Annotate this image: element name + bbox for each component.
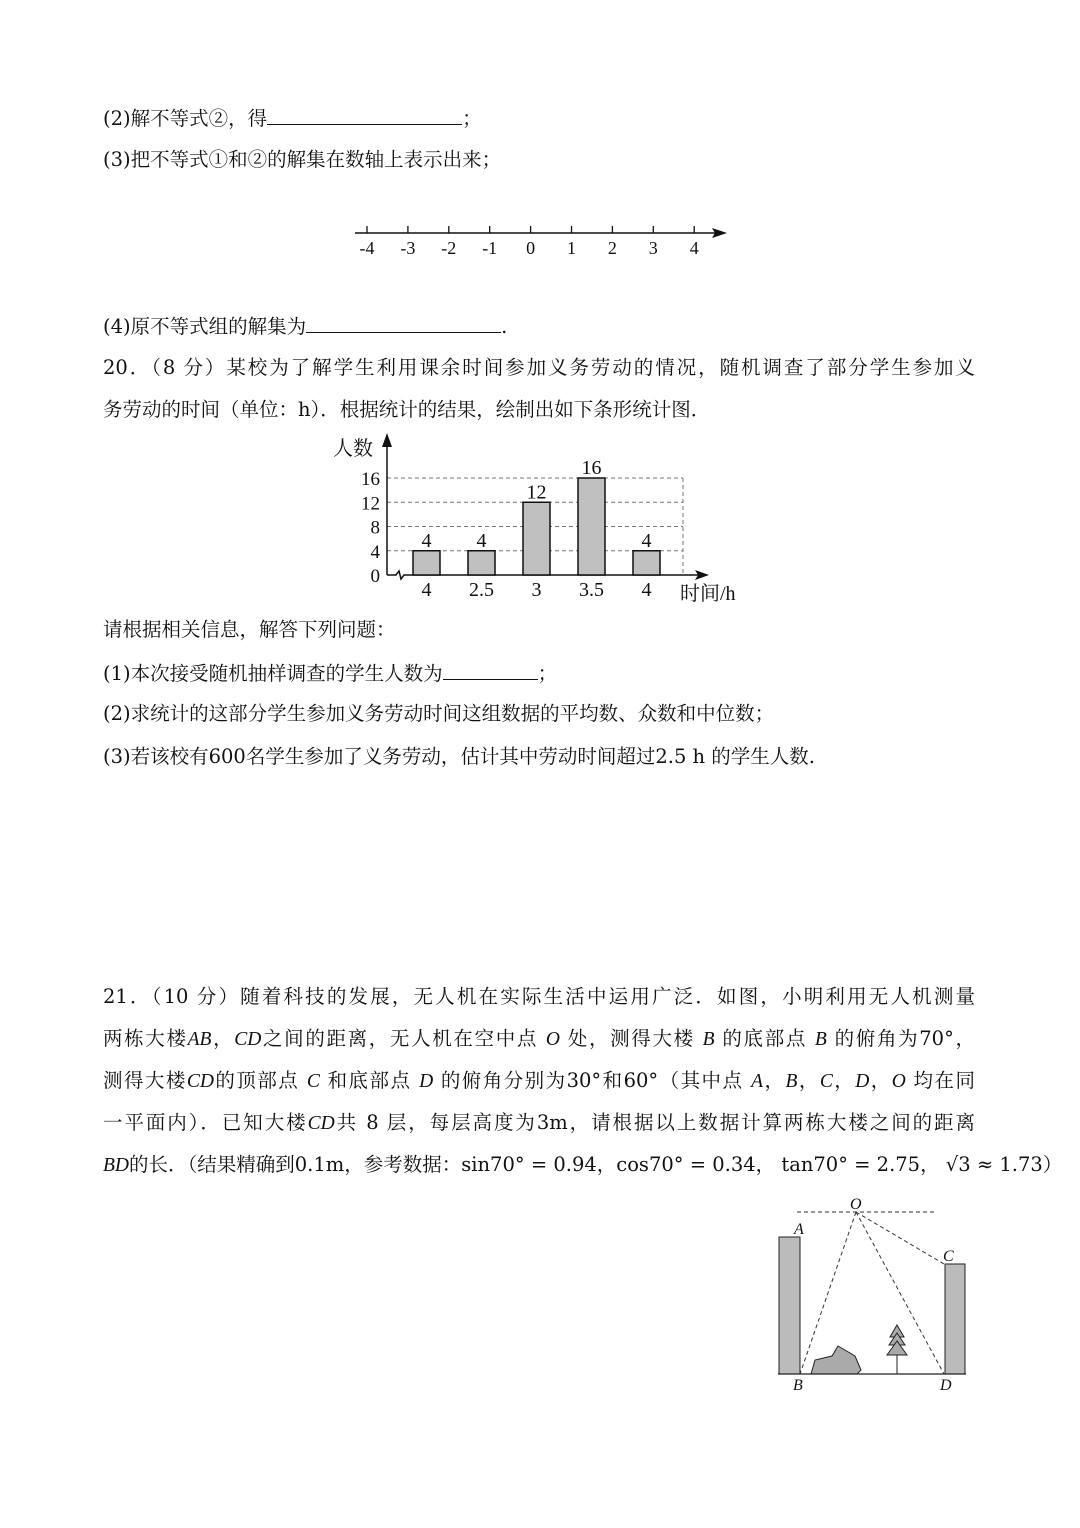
math-variable: D — [855, 1071, 870, 1092]
math-variable: CD — [307, 1113, 335, 1134]
x-tick-label: 3 — [531, 579, 542, 601]
text-segment: (3)若该校有600名学生参加了义务劳动，估计其中劳动时间超过2.5 h 的学生人数. — [103, 745, 816, 768]
number-line-label: -1 — [482, 238, 498, 258]
text-segment: 和底部点 — [319, 1069, 420, 1092]
sight-line-ob — [800, 1212, 856, 1374]
text-segment: 请根据相关信息，解答下列问题： — [103, 618, 396, 641]
x-axis-label: 时间/h — [680, 583, 736, 605]
bar-value-label: 16 — [581, 457, 602, 479]
text-segment: 20．（8 分）某校为了解学生利用课余时间参加义务劳动的情况，随机调查了部分学生参加义 — [103, 356, 975, 379]
math-variable: B — [785, 1071, 798, 1092]
bar-value-label: 4 — [421, 529, 432, 552]
label-o: O — [850, 1196, 862, 1213]
text-segment: 的顶部点 — [213, 1069, 307, 1092]
number-line-label: 0 — [526, 238, 536, 258]
number-line-label: -2 — [441, 238, 457, 258]
math-variable: A — [751, 1071, 764, 1092]
text-segment: 之间的距离，无人机在空中点 — [261, 1027, 546, 1050]
text-segment: 的底部点 — [714, 1027, 815, 1050]
bar-value-label: 4 — [641, 529, 652, 552]
number-line-label: 3 — [648, 238, 658, 258]
number-line-label: 4 — [689, 238, 699, 258]
text-segment: 均在同 — [905, 1069, 975, 1092]
text-segment: ， — [763, 1069, 786, 1092]
x-tick-label: 4 — [641, 579, 652, 601]
text-segment: (3)把不等式①和②的解集在数轴上表示出来； — [103, 148, 502, 171]
text-segment: 的俯角为70°， — [826, 1027, 975, 1050]
y-tick-label: 8 — [370, 517, 380, 539]
text-segment: 21．（10 分）随着科技的发展，无人机在实际生活中运用广泛．如图，小明利用无人机测量 — [103, 985, 975, 1008]
math-variable: BD — [103, 1155, 129, 1176]
text-segment: . — [501, 315, 508, 338]
label-c: C — [943, 1248, 954, 1265]
x-tick-label: 3.5 — [579, 579, 604, 601]
text-segment: ， — [797, 1069, 820, 1092]
math-variable: CD — [186, 1071, 214, 1092]
math-variable: O — [891, 1071, 906, 1092]
text-segment: 两栋大楼 — [103, 1027, 188, 1050]
bar-value-label: 4 — [476, 529, 487, 552]
text-segment: 一平面内）．已知大楼 — [103, 1111, 308, 1134]
math-variable: O — [545, 1029, 560, 1050]
text-segment: (4)原不等式组的解集为 — [103, 315, 307, 338]
label-b: B — [793, 1377, 803, 1394]
text-segment: (1)本次接受随机抽样调查的学生人数为 — [103, 662, 443, 685]
math-variable: C — [819, 1071, 833, 1092]
number-line-label: 1 — [567, 238, 576, 258]
number-line-label: -3 — [400, 238, 416, 258]
text-segment: ， — [211, 1027, 235, 1050]
y-tick-label: 12 — [361, 493, 380, 515]
text-segment: 的长．（结果精确到0.1m，参考数据：sin70° = 0.94，cos70° = 0.34， tan70° = 2.75， √3 ≈ 1.73） — [129, 1153, 1063, 1176]
text-segment: 测得大楼 — [103, 1069, 187, 1092]
number-line-label: -4 — [359, 238, 375, 258]
text-segment: 的俯角分别为30°和60°（其中点 — [433, 1069, 752, 1092]
text-segment: 处，测得大楼 — [559, 1027, 703, 1050]
label-a: A — [794, 1221, 804, 1238]
rock-icon — [811, 1346, 861, 1374]
x-tick-label: 4 — [421, 579, 432, 601]
math-variable: B — [814, 1029, 827, 1050]
math-variable: C — [306, 1071, 320, 1092]
text-segment: 共 8 层，每层高度为3m，请根据以上数据计算两栋大楼之间的距离 — [334, 1111, 975, 1134]
math-variable: B — [702, 1029, 715, 1050]
text-segment: (2)解不等式②，得 — [103, 107, 268, 130]
math-variable: D — [419, 1071, 434, 1092]
x-tick-label: 2.5 — [469, 579, 494, 601]
y-axis-label: 人数 — [333, 438, 373, 460]
text-segment: ； — [537, 662, 558, 685]
text-segment: 务劳动的时间（单位：h）．根据统计的结果，绘制出如下条形统计图． — [103, 398, 711, 421]
y-tick-label: 4 — [370, 541, 380, 563]
number-line-label: 2 — [607, 238, 617, 258]
math-variable: AB — [187, 1029, 212, 1050]
math-variable: CD — [234, 1029, 262, 1050]
text-segment: ， — [869, 1069, 892, 1092]
label-d: D — [940, 1377, 952, 1394]
bar-value-label: 12 — [526, 481, 547, 504]
building-cd — [945, 1264, 965, 1374]
text-segment: ， — [832, 1069, 856, 1092]
y-tick-label: 16 — [361, 469, 380, 490]
y-tick-label: 0 — [370, 566, 380, 587]
sight-line-oc — [856, 1212, 944, 1264]
text-segment: (2)求统计的这部分学生参加义务劳动时间这组数据的平均数、众数和中位数； — [103, 702, 775, 725]
building-ab — [779, 1237, 800, 1374]
tree-icon — [887, 1325, 907, 1374]
text-segment: ； — [462, 107, 482, 130]
